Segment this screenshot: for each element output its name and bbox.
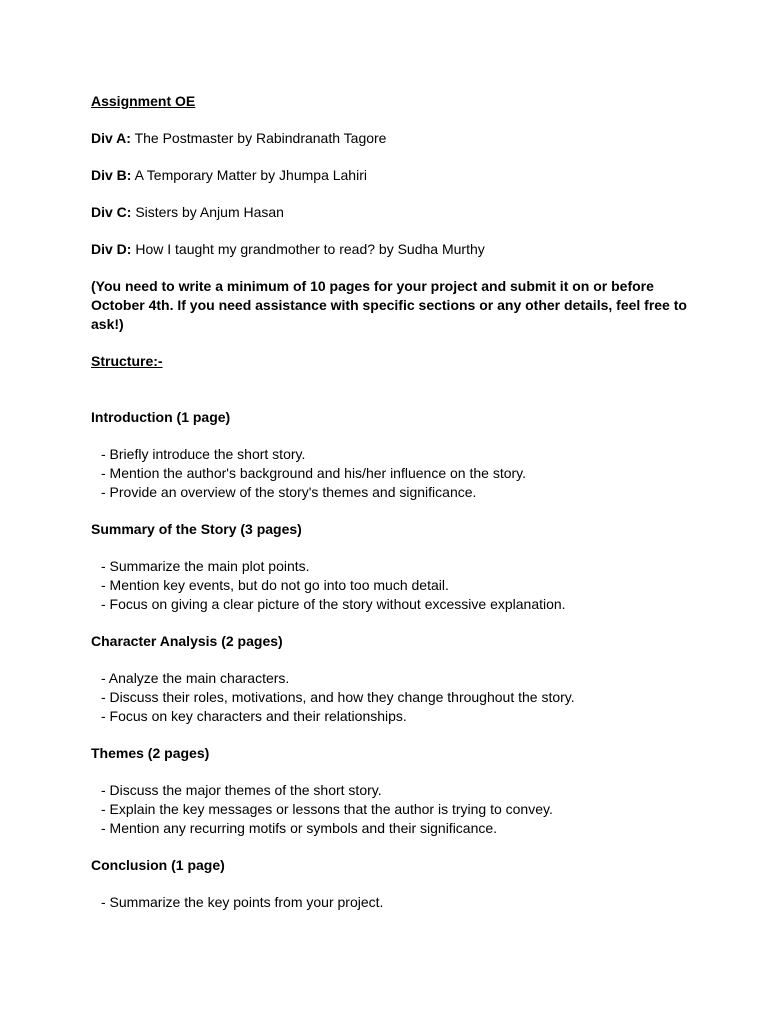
- section-list-conclusion: [91, 893, 691, 912]
- section-list-character-analysis: [91, 669, 691, 726]
- division-b: [91, 166, 691, 185]
- division-a: [91, 129, 691, 148]
- section-list-themes: [91, 781, 691, 838]
- section-list-summary: [91, 557, 691, 614]
- list-item: - Explain the key messages or lessons that the author is trying to convey.: [101, 801, 553, 817]
- document-body: [91, 92, 691, 930]
- division-d-label: Div D:: [91, 241, 132, 257]
- list-item: - Analyze the main characters.: [101, 670, 290, 686]
- section-list-introduction: [91, 445, 691, 502]
- list-item: - Mention the author's background and his/her influence on the story.: [101, 465, 527, 481]
- division-b-text: A Temporary Matter by Jhumpa Lahiri: [134, 167, 367, 183]
- list-item: - Discuss the major themes of the short story.: [101, 782, 382, 798]
- list-item: - Summarize the main plot points.: [101, 558, 310, 574]
- division-d-text: How I taught my grandmother to read? by Sudha Murthy: [135, 241, 485, 257]
- list-item: - Briefly introduce the short story.: [101, 446, 306, 462]
- list-item: - Mention key events, but do not go into too much detail.: [101, 577, 449, 593]
- division-b-label: Div B:: [91, 167, 132, 183]
- division-c: [91, 203, 691, 222]
- list-item: - Focus on key characters and their relationships.: [101, 708, 407, 724]
- division-d: [91, 240, 691, 259]
- section-heading-themes: Themes (2 pages): [91, 745, 210, 761]
- list-item: - Focus on giving a clear picture of the story without excessive explanation.: [101, 596, 566, 612]
- section-heading-character-analysis: Character Analysis (2 pages): [91, 633, 283, 649]
- structure-heading: Structure:-: [91, 353, 163, 369]
- document-title: Assignment OE: [91, 93, 196, 109]
- list-item: - Discuss their roles, motivations, and how they change throughout the story.: [101, 689, 575, 705]
- list-item: - Summarize the key points from your project.: [101, 894, 384, 910]
- list-item: - Mention any recurring motifs or symbols and their significance.: [101, 820, 498, 836]
- division-a-text: The Postmaster by Rabindranath Tagore: [134, 130, 387, 146]
- division-c-text: Sisters by Anjum Hasan: [135, 204, 284, 220]
- submission-note: (You need to write a minimum of 10 pages for your project and submit it on or before October 4th. If you need assistance with specific sections or any other details, feel free to ask!): [91, 278, 687, 332]
- division-c-label: Div C:: [91, 204, 132, 220]
- division-a-label: Div A:: [91, 130, 131, 146]
- section-heading-conclusion: Conclusion (1 page): [91, 857, 225, 873]
- section-heading-introduction: Introduction (1 page): [91, 409, 231, 425]
- section-heading-summary: Summary of the Story (3 pages): [91, 521, 302, 537]
- list-item: - Provide an overview of the story's themes and significance.: [101, 484, 477, 500]
